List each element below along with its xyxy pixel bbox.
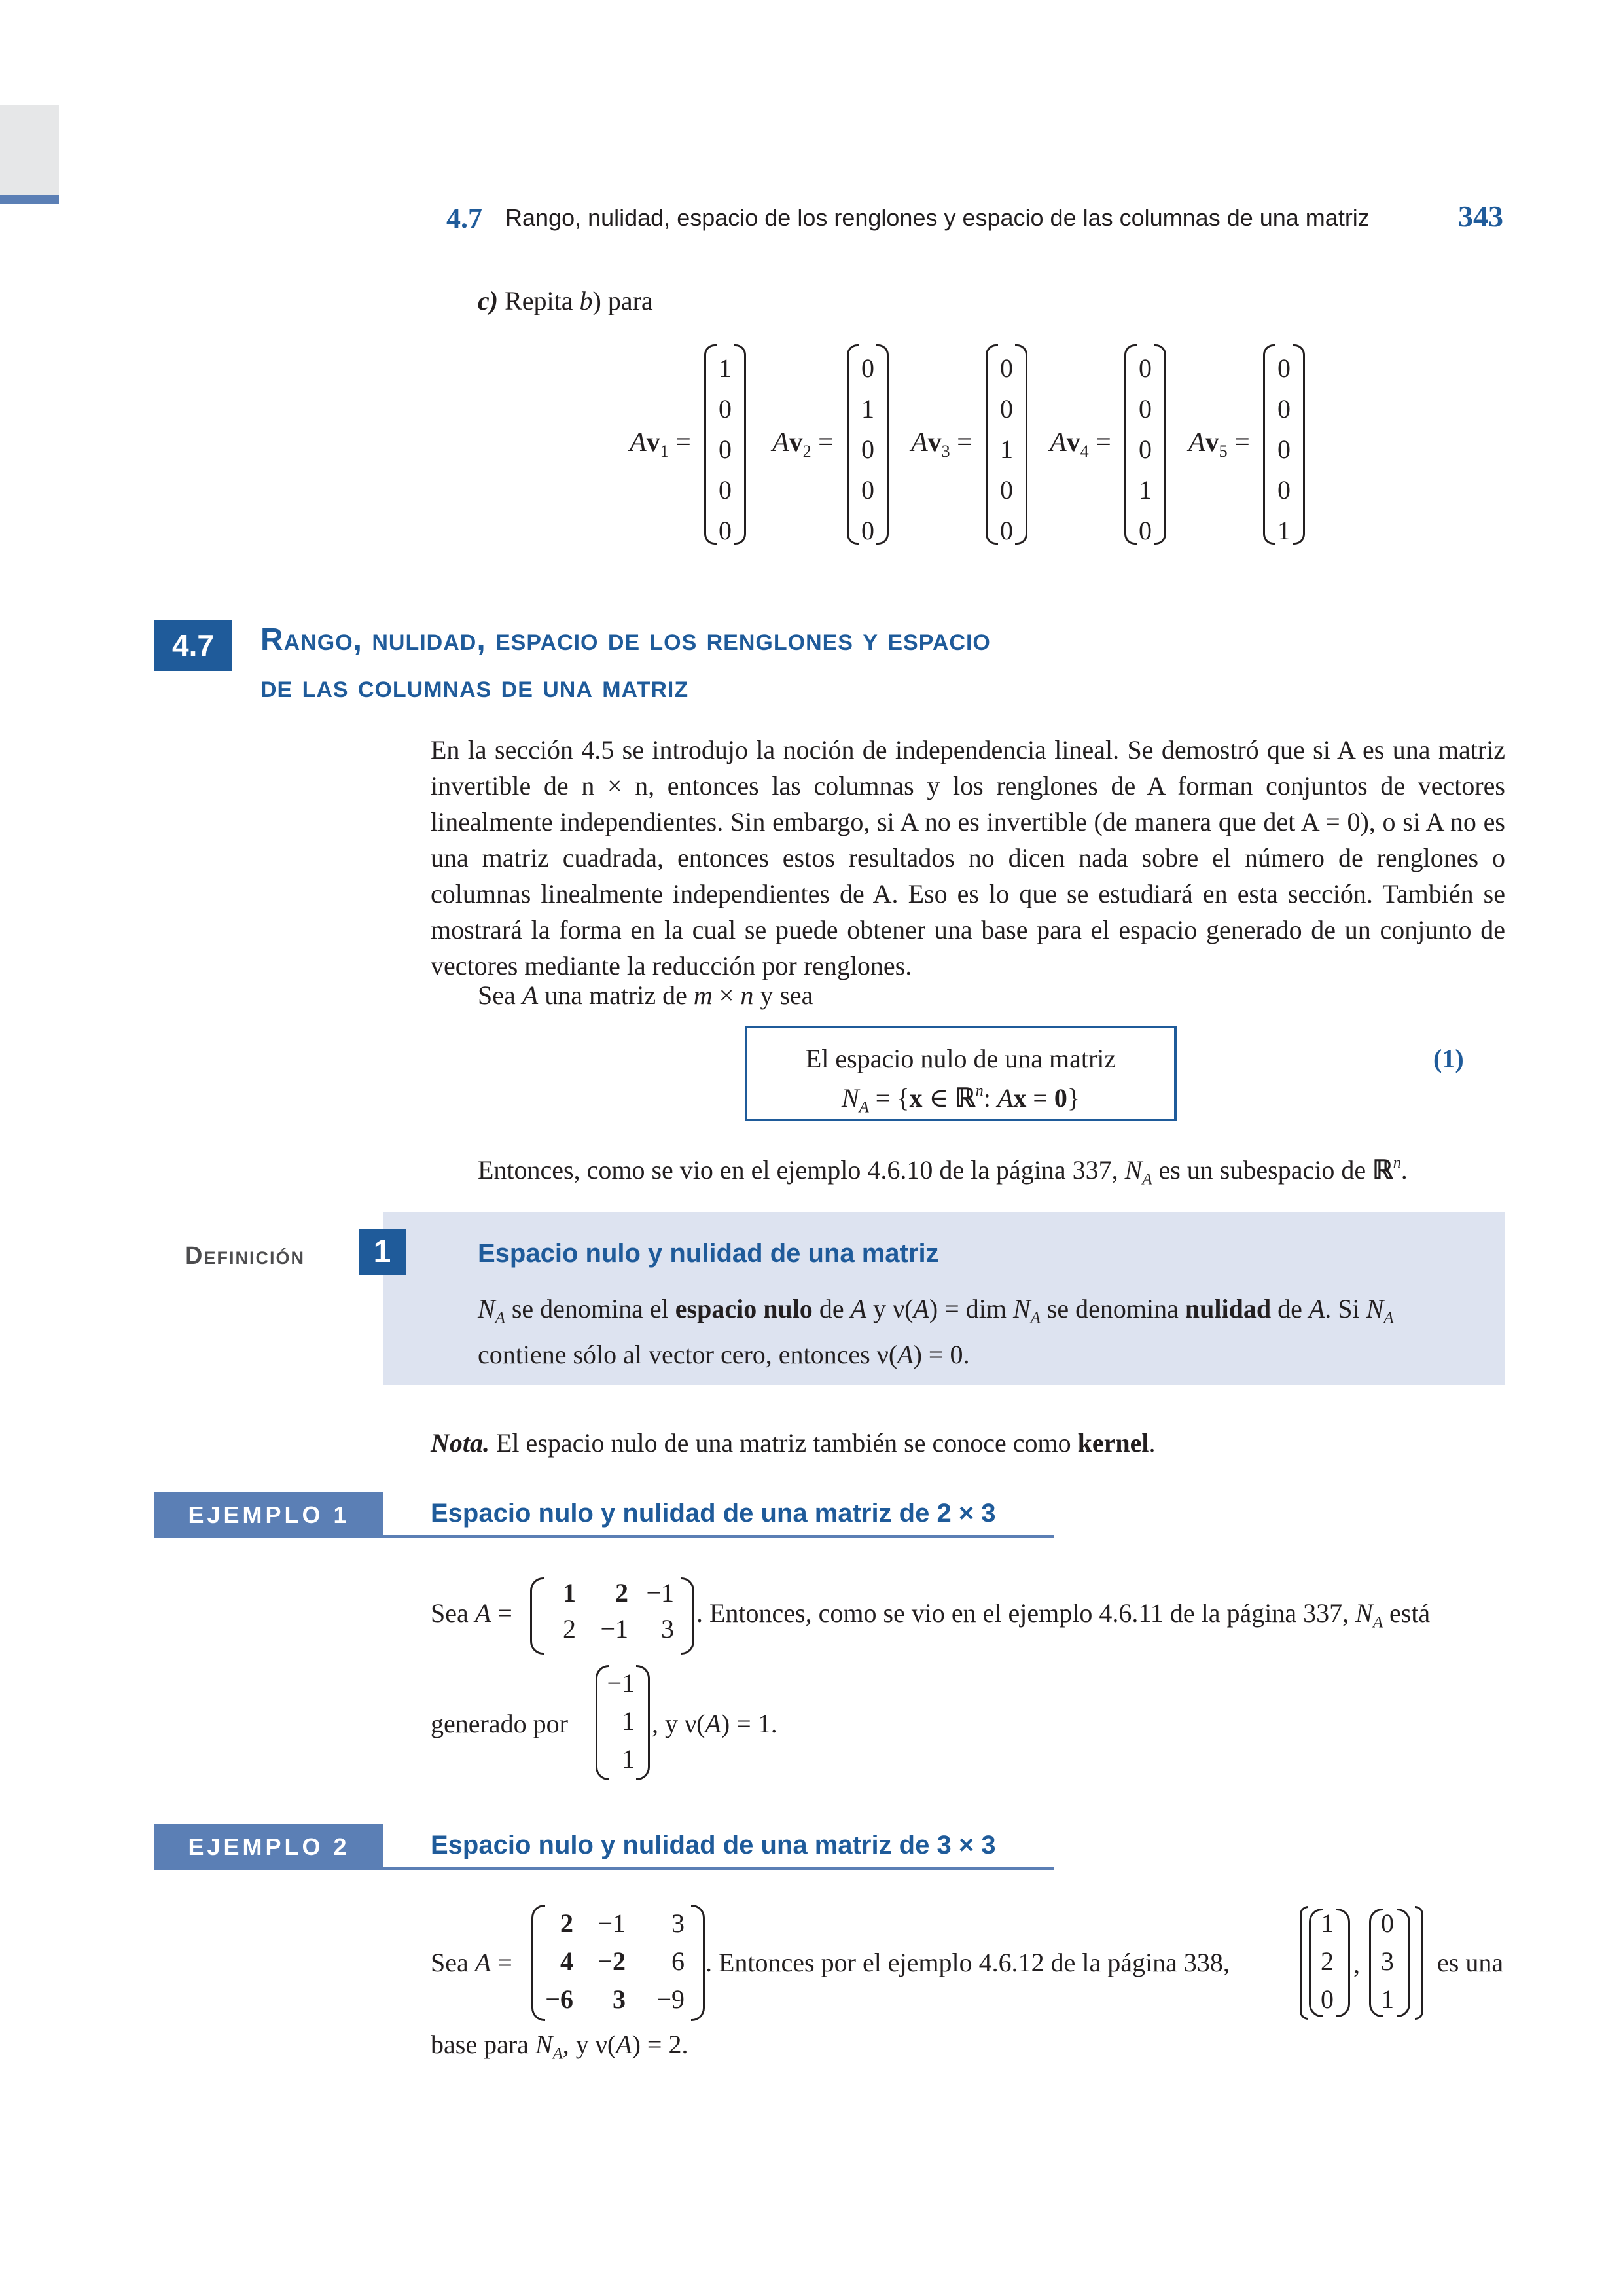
vector-column-3: 0 0 1 0 0 [986,344,1027,545]
page-edge-tab [0,105,59,203]
part-c-line: c) Repita b) para [478,286,653,315]
basis-v2-1: 3 [1381,1946,1394,1976]
example-1-sea: Sea A = [431,1598,512,1628]
ex1-m-10: 2 [563,1614,576,1643]
example-2-matrix-right-paren [691,1905,705,2021]
example-1-title: Espacio nulo y nulidad de una matriz de 2 × 3 [431,1499,996,1528]
ex2-m-11: −2 [597,1946,626,1976]
section-number-badge: 4.7 [154,620,232,671]
equation-formula: $N_A = \{x$ ∈ ℝ$^n$: Ax = 0} [841,1083,1080,1117]
basis-v2-0: 0 [1381,1909,1394,1938]
basis-v1-1: 2 [1321,1946,1334,1976]
example-1-underline [383,1535,1054,1538]
vector-column-5: 0 0 0 0 1 [1263,344,1305,545]
ex1-v-1: 1 [622,1706,635,1736]
ex1-m-11: −1 [600,1614,628,1643]
page-edge-tab-stripe [0,195,59,204]
basis-v1-0: 1 [1321,1909,1334,1938]
ex1-v-2: 1 [622,1744,635,1774]
header-section-number: 4.7 [446,202,482,234]
example-2-sea: Sea A = [431,1948,512,1977]
ex2-m-21: 3 [613,1984,626,2014]
ex2-m-12: 6 [671,1946,685,1976]
vector-column-4: 0 0 0 1 0 [1124,344,1166,545]
example-2-title: Espacio nulo y nulidad de una matriz de 3 × 3 [431,1831,996,1859]
basis-v1-2: 0 [1321,1984,1334,2014]
example-1-nullity: , y ν(A) = 1. [652,1709,777,1738]
equation-caption: El espacio nulo de una matriz [805,1044,1116,1073]
definition-label: Definición [185,1242,305,1270]
equation-number: (1) [1433,1044,1464,1073]
basis-vec2-right-paren [1397,1909,1410,2017]
basis-v2-2: 1 [1381,1984,1394,2014]
av-label-1: $Av_1$ = [630,427,691,461]
ex2-m-01: −1 [597,1909,626,1938]
example-2-underline [383,1867,1054,1870]
note-line: Nota. El espacio nulo de una matriz también se conoce como kernel. [431,1428,1156,1458]
ex1-m-02: −1 [646,1578,674,1607]
vector-column-2: 0 1 0 0 0 [847,344,889,545]
basis-left-brace [1300,1906,1308,2020]
intro-paragraph: En la sección 4.5 se introdujo la noción de independencia lineal. Se demostró que si A es una matriz invertible de n × n, entonces las columnas y los renglones de A forman conjuntos de vectores linealmente independientes. Sin embargo, si A no es invertible (de manera que det A = 0), o si A no es una matriz cuadrada, entonces estos resultados no dicen nada sobre el número de renglones o columnas linealmente independientes de A. Eso es lo que se estudiará en esta sección. También se mostrará la forma en la cual se puede obtener una base para el espacio generado de un conjunto de vectores mediante la reducción por renglones. [431,735,1505,980]
definition-number: 1 [359,1229,406,1275]
intro-sea-line: Sea A una matriz de m × n y sea [478,980,813,1010]
example-2-text: . Entonces por el ejemplo 4.6.12 de la página 338, [705,1948,1230,1977]
example-1-text: . Entonces, como se vio en el ejemplo 4.6.11 de la página 337, $N_A$ está [696,1598,1431,1632]
basis-vec1-right-paren [1336,1909,1350,2017]
example-2-base-line: base para $N_A$, y ν(A) = 2. [431,2030,688,2063]
basis-comma: , [1353,1949,1360,1979]
av-label-3: $Av_3$ = [911,427,972,461]
ex2-m-10: 4 [560,1946,573,1976]
basis-right-brace [1415,1906,1423,2020]
vector-column-1: 1 0 0 0 0 [704,344,746,545]
header-running-title: Rango, nulidad, espacio de los renglones y espacio de las columnas de una matriz [505,204,1370,231]
section-title-line1: Rango, nulidad, espacio de los renglones y espacio [260,622,991,657]
av-label-5: $Av_5$ = [1188,427,1250,461]
av-label-4: $Av_4$ = [1050,427,1111,461]
example-1-label: EJEMPLO 1 [154,1492,383,1538]
ex2-m-02: 3 [671,1909,685,1938]
after-equation-line: Entonces, como se vio en el ejemplo 4.6.10 de la página 337, $N_A$ es un subespacio de ℝ$^n$. [478,1155,1408,1189]
example-2-label: EJEMPLO 2 [154,1824,383,1870]
ex2-m-22: −9 [656,1984,685,2014]
ex2-m-00: 2 [560,1909,573,1938]
ex1-m-12: 3 [661,1614,674,1643]
ex2-m-20: −6 [545,1984,573,2014]
example-1-generated-by: generado por [431,1709,568,1738]
example-1-matrix-right-paren [681,1577,694,1655]
definition-text: $N_A$ se denomina el espacio nulo de A y ν(A) = dim $N_A$ se denomina nulidad de A. Si $N_A$ contiene sólo al vector cero, entonces ν(A) = 0. [478,1294,1394,1369]
ex1-v-0: −1 [607,1668,635,1698]
example-1-vector-right-paren [636,1665,650,1780]
av-label-2: $Av_2$ = [772,427,834,461]
section-title-line2: de las columnas de una matriz [260,670,689,704]
header-page-number: 343 [1458,200,1503,233]
part-c-label: c) [478,286,499,315]
definition-title: Espacio nulo y nulidad de una matriz [478,1239,939,1268]
ex1-m-01: 2 [615,1578,628,1607]
example-2-es-una: es una [1437,1948,1504,1977]
ex1-m-00: 1 [563,1578,576,1607]
